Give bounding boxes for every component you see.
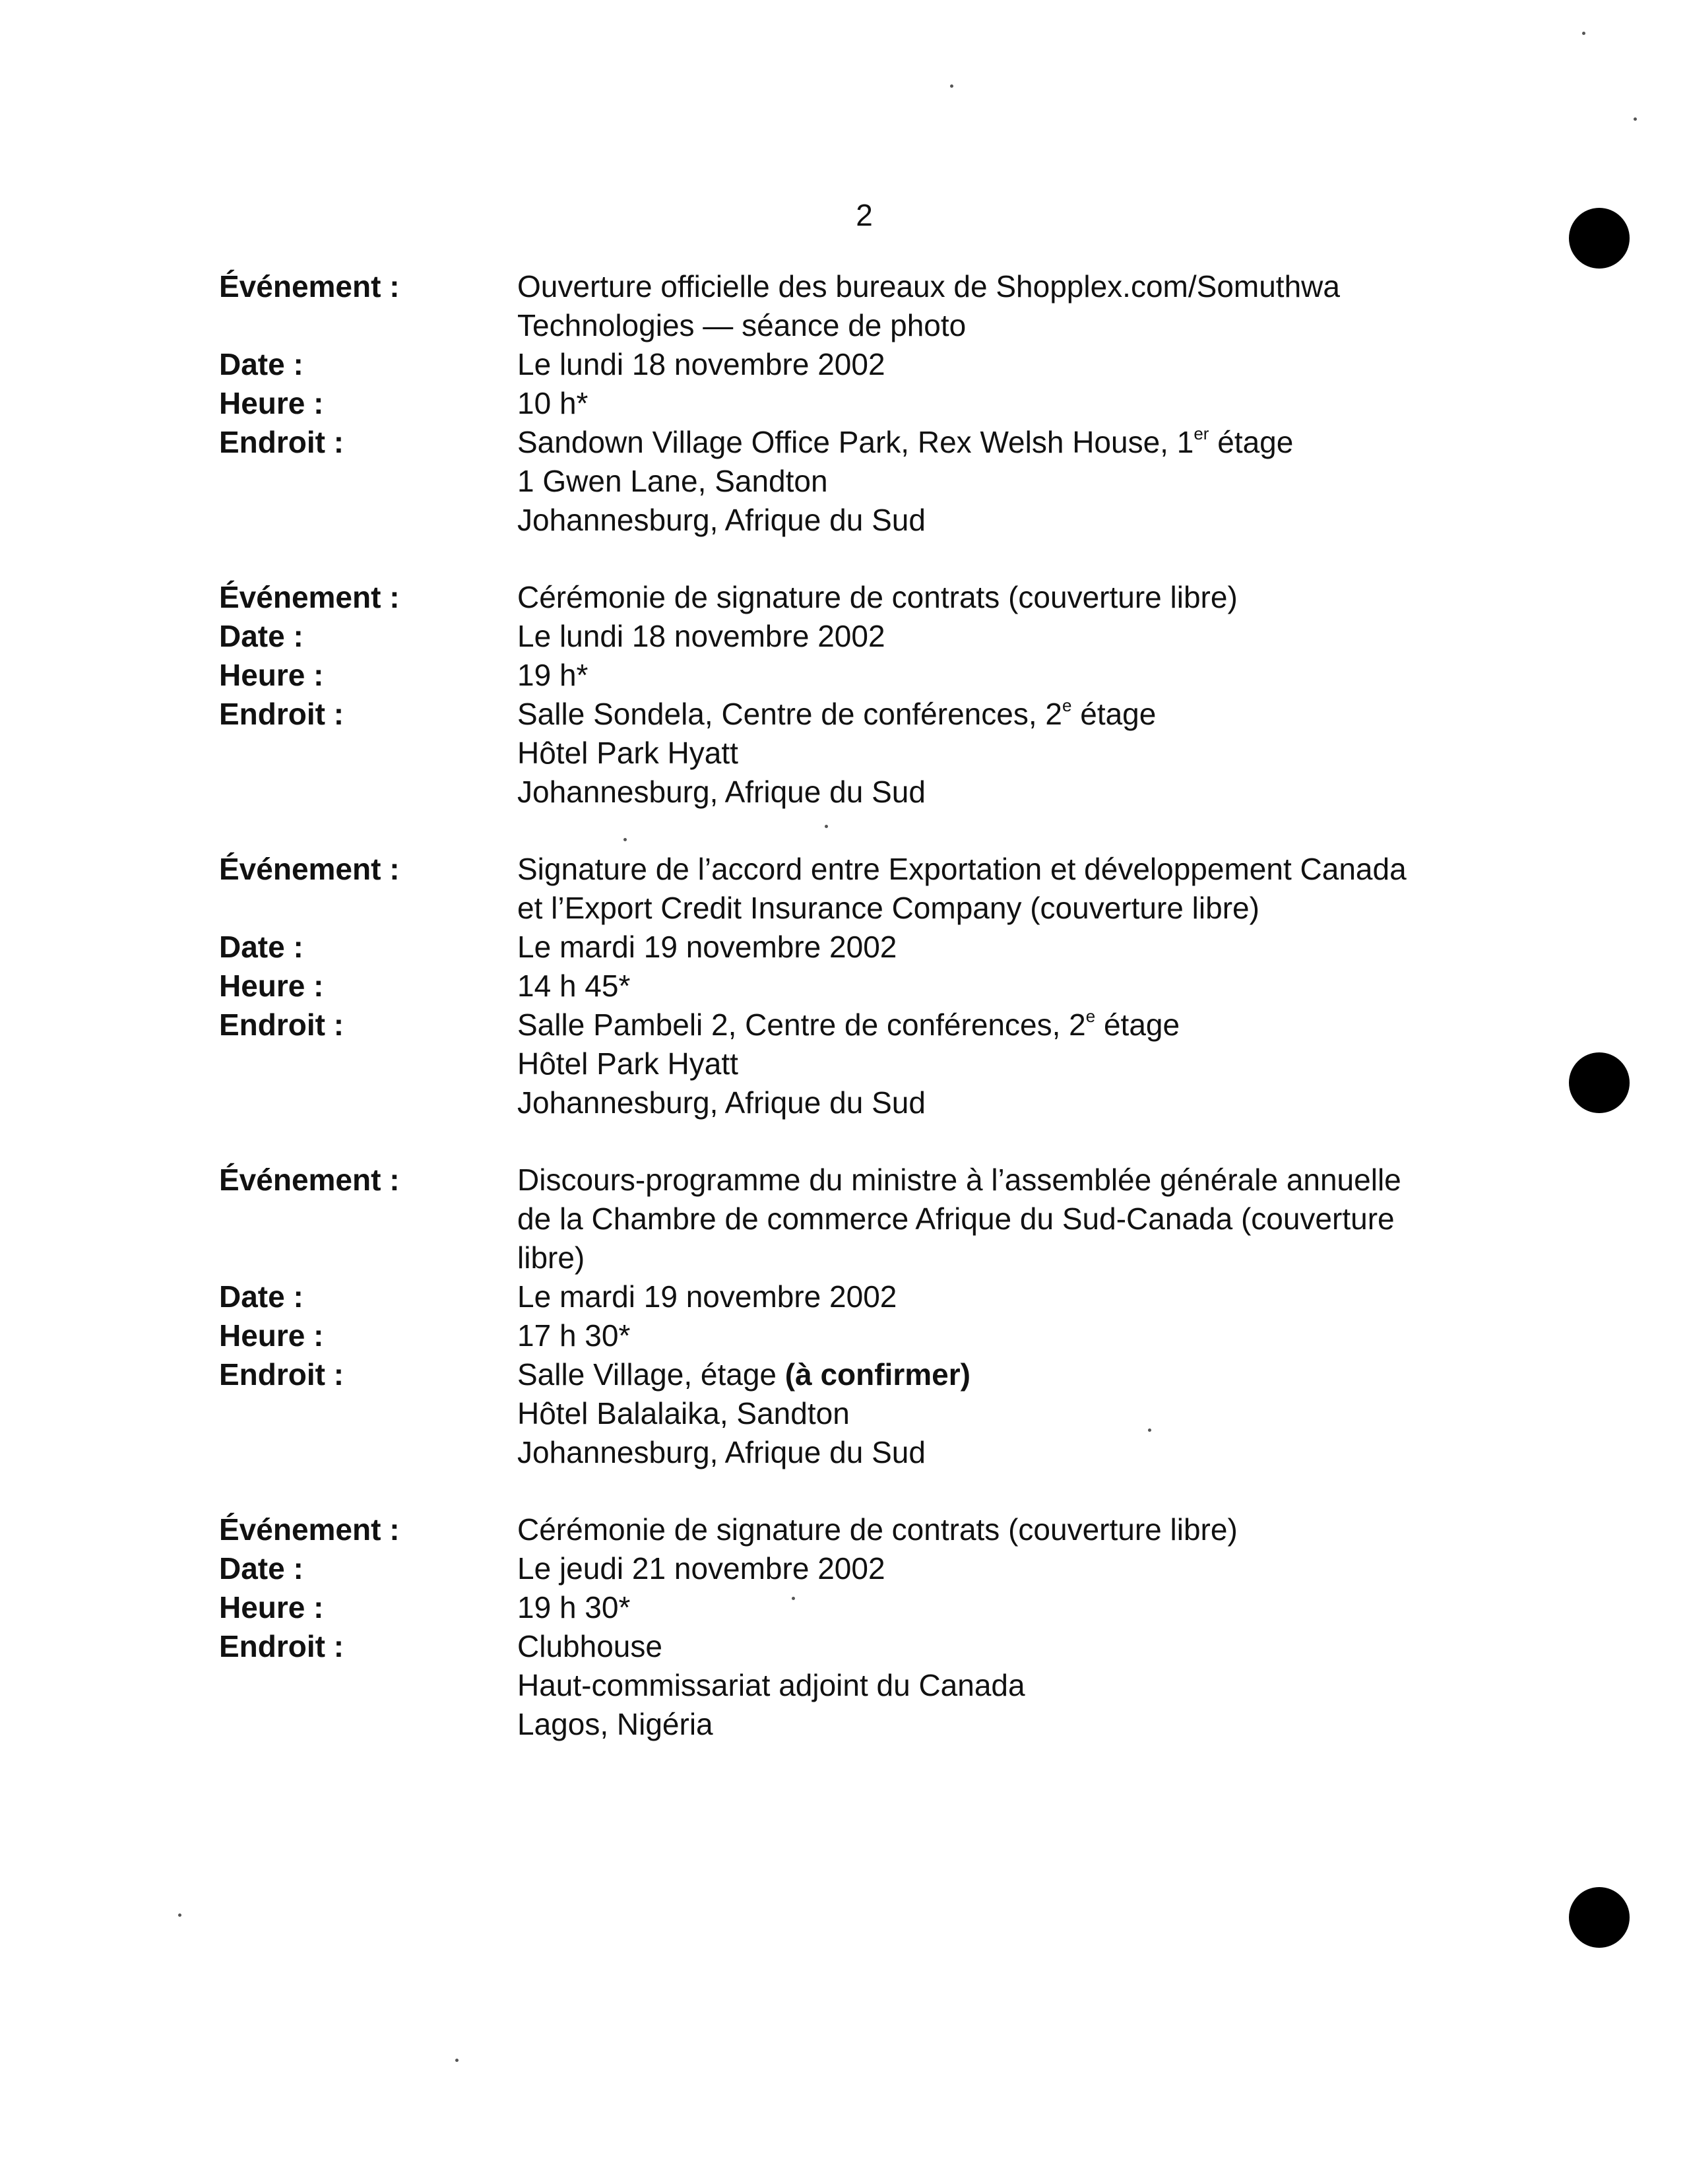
place-line: Salle Pambeli 2, Centre de conférences, 2e étage (517, 1006, 1180, 1042)
event-date: Le mardi 19 novembre 2002 (517, 1279, 897, 1314)
scan-speck (623, 838, 627, 841)
time-label: Heure : (219, 658, 324, 692)
ordinal-superscript: e (1085, 1006, 1096, 1026)
place-line: 1 Gwen Lane, Sandton (517, 464, 828, 498)
event-date: Le jeudi 21 novembre 2002 (517, 1551, 885, 1586)
event-description (517, 267, 1507, 345)
place-label: Endroit : (219, 1629, 344, 1663)
place-line: Johannesburg, Afrique du Sud (517, 503, 926, 537)
event-line: Ouverture officielle des bureaux de Shopplex.com/Somuthwa (517, 269, 1340, 304)
place-line: Sandown Village Office Park, Rex Welsh House, 1er étage (517, 423, 1294, 459)
event-time: 10 h* (517, 386, 589, 420)
date-label: Date : (219, 347, 303, 381)
event-line: et l’Export Credit Insurance Company (couverture libre) (517, 891, 1259, 925)
to-be-confirmed-note: (à confirmer) (784, 1357, 971, 1392)
event-label: Événement : (219, 1512, 400, 1547)
event-line: de la Chambre de commerce Afrique du Sud-Canada (couverture (517, 1202, 1395, 1236)
place-line: Lagos, Nigéria (517, 1707, 713, 1741)
scan-speck (825, 825, 828, 828)
place-line: Johannesburg, Afrique du Sud (517, 775, 926, 809)
event-list (219, 267, 1539, 1782)
ordinal-superscript: er (1194, 423, 1209, 443)
place-line: Johannesburg, Afrique du Sud (517, 1085, 926, 1120)
event-description (517, 1510, 1507, 1549)
event-date: Le lundi 18 novembre 2002 (517, 619, 885, 653)
place-line: Hôtel Park Hyatt (517, 736, 738, 770)
event-label: Événement : (219, 1163, 400, 1197)
event-entry (219, 1161, 1539, 1472)
scan-speck (1148, 1429, 1151, 1432)
scan-speck (792, 1597, 795, 1600)
event-line: Discours-programme du ministre à l’assemblée générale annuelle (517, 1163, 1401, 1197)
event-place (517, 1006, 1507, 1122)
event-description (517, 578, 1507, 617)
place-label: Endroit : (219, 425, 344, 459)
date-label: Date : (219, 1279, 303, 1314)
event-line: Signature de l’accord entre Exportation et développement Canada (517, 852, 1407, 886)
punch-hole (1569, 208, 1630, 269)
event-description (517, 1161, 1507, 1277)
ordinal-superscript: e (1062, 695, 1072, 715)
event-line: libre) (517, 1240, 585, 1275)
time-label: Heure : (219, 1318, 324, 1353)
place-label: Endroit : (219, 1008, 344, 1042)
event-line: Technologies — séance de photo (517, 308, 967, 342)
event-entry (219, 267, 1539, 540)
event-line: Cérémonie de signature de contrats (couverture libre) (517, 1512, 1238, 1547)
time-label: Heure : (219, 1590, 324, 1624)
event-label: Événement : (219, 269, 400, 304)
place-line: Hôtel Balalaika, Sandton (517, 1396, 850, 1430)
event-description (517, 850, 1507, 928)
date-label: Date : (219, 930, 303, 964)
date-label: Date : (219, 1551, 303, 1586)
scan-speck (455, 2059, 459, 2062)
event-time: 14 h 45* (517, 969, 631, 1003)
punch-hole (1569, 1887, 1630, 1948)
place-line: Clubhouse (517, 1629, 662, 1663)
event-line: Cérémonie de signature de contrats (couverture libre) (517, 580, 1238, 614)
place-line: Salle Sondela, Centre de conférences, 2e étage (517, 695, 1157, 731)
place-line: Salle Village, étage (à confirmer) (517, 1357, 971, 1392)
event-label: Événement : (219, 852, 400, 886)
event-place (517, 423, 1507, 540)
scan-speck (1582, 32, 1585, 35)
event-date: Le lundi 18 novembre 2002 (517, 347, 885, 381)
event-entry (219, 850, 1539, 1122)
event-place (517, 1627, 1507, 1744)
event-time: 17 h 30* (517, 1318, 631, 1353)
date-label: Date : (219, 619, 303, 653)
event-entry (219, 1510, 1539, 1744)
scan-speck (178, 1913, 181, 1917)
punch-hole (1569, 1052, 1630, 1113)
event-time: 19 h 30* (517, 1590, 631, 1624)
time-label: Heure : (219, 969, 324, 1003)
event-entry (219, 578, 1539, 812)
event-place (517, 1355, 1507, 1472)
place-line: Johannesburg, Afrique du Sud (517, 1435, 926, 1469)
place-line: Haut-commissariat adjoint du Canada (517, 1668, 1025, 1702)
time-label: Heure : (219, 386, 324, 420)
event-label: Événement : (219, 580, 400, 614)
event-date: Le mardi 19 novembre 2002 (517, 930, 897, 964)
event-time: 19 h* (517, 658, 589, 692)
event-place (517, 695, 1507, 812)
scan-speck (1634, 117, 1637, 121)
scan-speck (950, 84, 953, 88)
place-label: Endroit : (219, 1357, 344, 1392)
place-line: Hôtel Park Hyatt (517, 1046, 738, 1081)
page-number: 2 (856, 198, 873, 232)
place-label: Endroit : (219, 697, 344, 731)
